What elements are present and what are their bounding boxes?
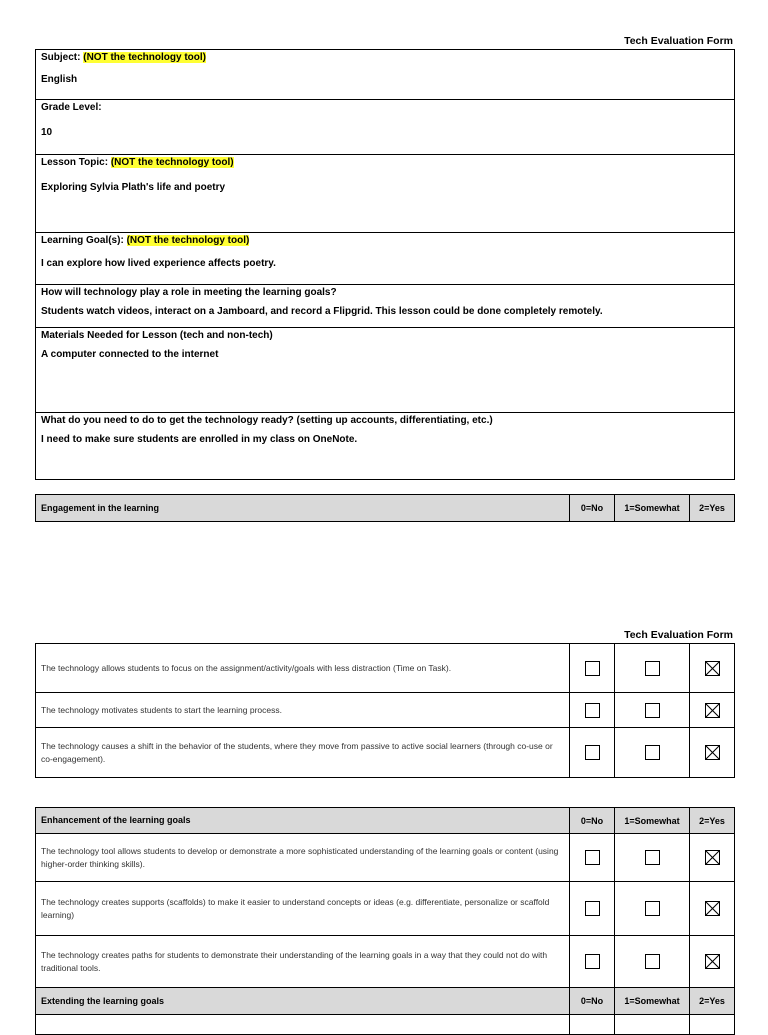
scale-somewhat: 1=Somewhat	[615, 808, 690, 834]
role-value[interactable]: Students watch videos, interact on a Jamboard, and record a Flipgrid. This lesson could be done completely remotely.	[41, 306, 603, 317]
engagement-items-table	[35, 643, 735, 778]
enhancement-item-2: The technology creates supports (scaffolds) to make it easier to understand concepts or ideas (e.g. differentiate, personalize or scaffold learning)	[36, 882, 570, 936]
scale-somewhat: 1=Somewhat	[615, 988, 690, 1015]
topic-note: (NOT the technology tool)	[110, 157, 234, 168]
lesson-info-form	[35, 49, 735, 480]
checkbox-yes-checked[interactable]	[705, 901, 720, 916]
checkbox-somewhat[interactable]	[645, 901, 660, 916]
materials-value[interactable]: A computer connected to the internet	[41, 349, 219, 360]
checkbox-no[interactable]	[585, 703, 600, 718]
scale-yes: 2=Yes	[690, 808, 735, 834]
enhancement-item-1: The technology tool allows students to develop or demonstrate a more sophisticated understanding of the learning goals or content (using higher-order thinking skills).	[36, 834, 570, 882]
subject-label: Subject:	[41, 52, 81, 63]
checkbox-no[interactable]	[585, 901, 600, 916]
checkbox-no[interactable]	[585, 661, 600, 676]
checkbox-somewhat[interactable]	[645, 745, 660, 760]
goals-cell	[36, 233, 735, 285]
materials-cell	[36, 328, 735, 413]
scale-no: 0=No	[570, 808, 615, 834]
enhancement-table	[35, 807, 735, 1035]
checkbox-somewhat[interactable]	[645, 954, 660, 969]
table-row	[36, 693, 735, 728]
engagement-item-1: The technology allows students to focus on the assignment/activity/goals with less distraction (Time on Task).	[36, 644, 570, 693]
goals-value[interactable]: I can explore how lived experience affects poetry.	[41, 258, 276, 269]
checkbox-yes-checked[interactable]	[705, 661, 720, 676]
checkbox-yes-checked[interactable]	[705, 850, 720, 865]
prep-label: What do you need to do to get the technology ready? (setting up accounts, differentiating, etc.)	[41, 415, 493, 426]
table-row	[36, 834, 735, 882]
extending-heading: Extending the learning goals	[36, 988, 570, 1015]
goals-note: (NOT the technology tool)	[126, 235, 250, 246]
table-row	[36, 936, 735, 988]
prep-cell	[36, 413, 735, 480]
subject-value[interactable]: English	[41, 74, 78, 85]
checkbox-yes-checked[interactable]	[705, 745, 720, 760]
table-row	[36, 644, 735, 693]
page-title-2: Tech Evaluation Form	[624, 629, 733, 641]
checkbox-somewhat[interactable]	[645, 850, 660, 865]
scale-yes: 2=Yes	[690, 495, 735, 522]
engagement-item-3: The technology causes a shift in the behavior of the students, where they move from passive to active social learners (through co-use or co-engagement).	[36, 728, 570, 778]
checkbox-no[interactable]	[585, 850, 600, 865]
checkbox-yes-checked[interactable]	[705, 954, 720, 969]
materials-label: Materials Needed for Lesson (tech and non-tech)	[41, 330, 273, 341]
prep-value[interactable]: I need to make sure students are enrolled in my class on OneNote.	[41, 434, 358, 445]
enhancement-item-3: The technology creates paths for students to demonstrate their understanding of the learning goals in a way that they could not do with traditional tools.	[36, 936, 570, 988]
scale-somewhat: 1=Somewhat	[615, 495, 690, 522]
checkbox-yes-checked[interactable]	[705, 703, 720, 718]
role-cell	[36, 285, 735, 328]
grade-cell	[36, 100, 735, 155]
checkbox-no[interactable]	[585, 954, 600, 969]
enhancement-heading: Enhancement of the learning goals	[36, 808, 570, 834]
table-row	[36, 1015, 735, 1035]
table-row	[36, 728, 735, 778]
table-row	[36, 882, 735, 936]
grade-value[interactable]: 10	[41, 127, 53, 138]
role-label: How will technology play a role in meeting the learning goals?	[41, 287, 337, 298]
topic-label: Lesson Topic:	[41, 157, 109, 168]
subject-note: (NOT the technology tool)	[83, 52, 206, 63]
engagement-header-table	[35, 494, 735, 522]
engagement-item-2: The technology motivates students to start the learning process.	[36, 693, 570, 728]
scale-no: 0=No	[570, 495, 615, 522]
checkbox-somewhat[interactable]	[645, 661, 660, 676]
topic-value[interactable]: Exploring Sylvia Plath's life and poetry	[41, 182, 226, 193]
goals-label: Learning Goal(s):	[41, 235, 124, 246]
scale-yes: 2=Yes	[690, 988, 735, 1015]
grade-label: Grade Level:	[41, 102, 102, 113]
checkbox-somewhat[interactable]	[645, 703, 660, 718]
page-title: Tech Evaluation Form	[624, 35, 733, 47]
engagement-heading: Engagement in the learning	[36, 495, 570, 522]
scale-no: 0=No	[570, 988, 615, 1015]
checkbox-no[interactable]	[585, 745, 600, 760]
subject-cell	[36, 50, 735, 100]
topic-cell	[36, 155, 735, 233]
